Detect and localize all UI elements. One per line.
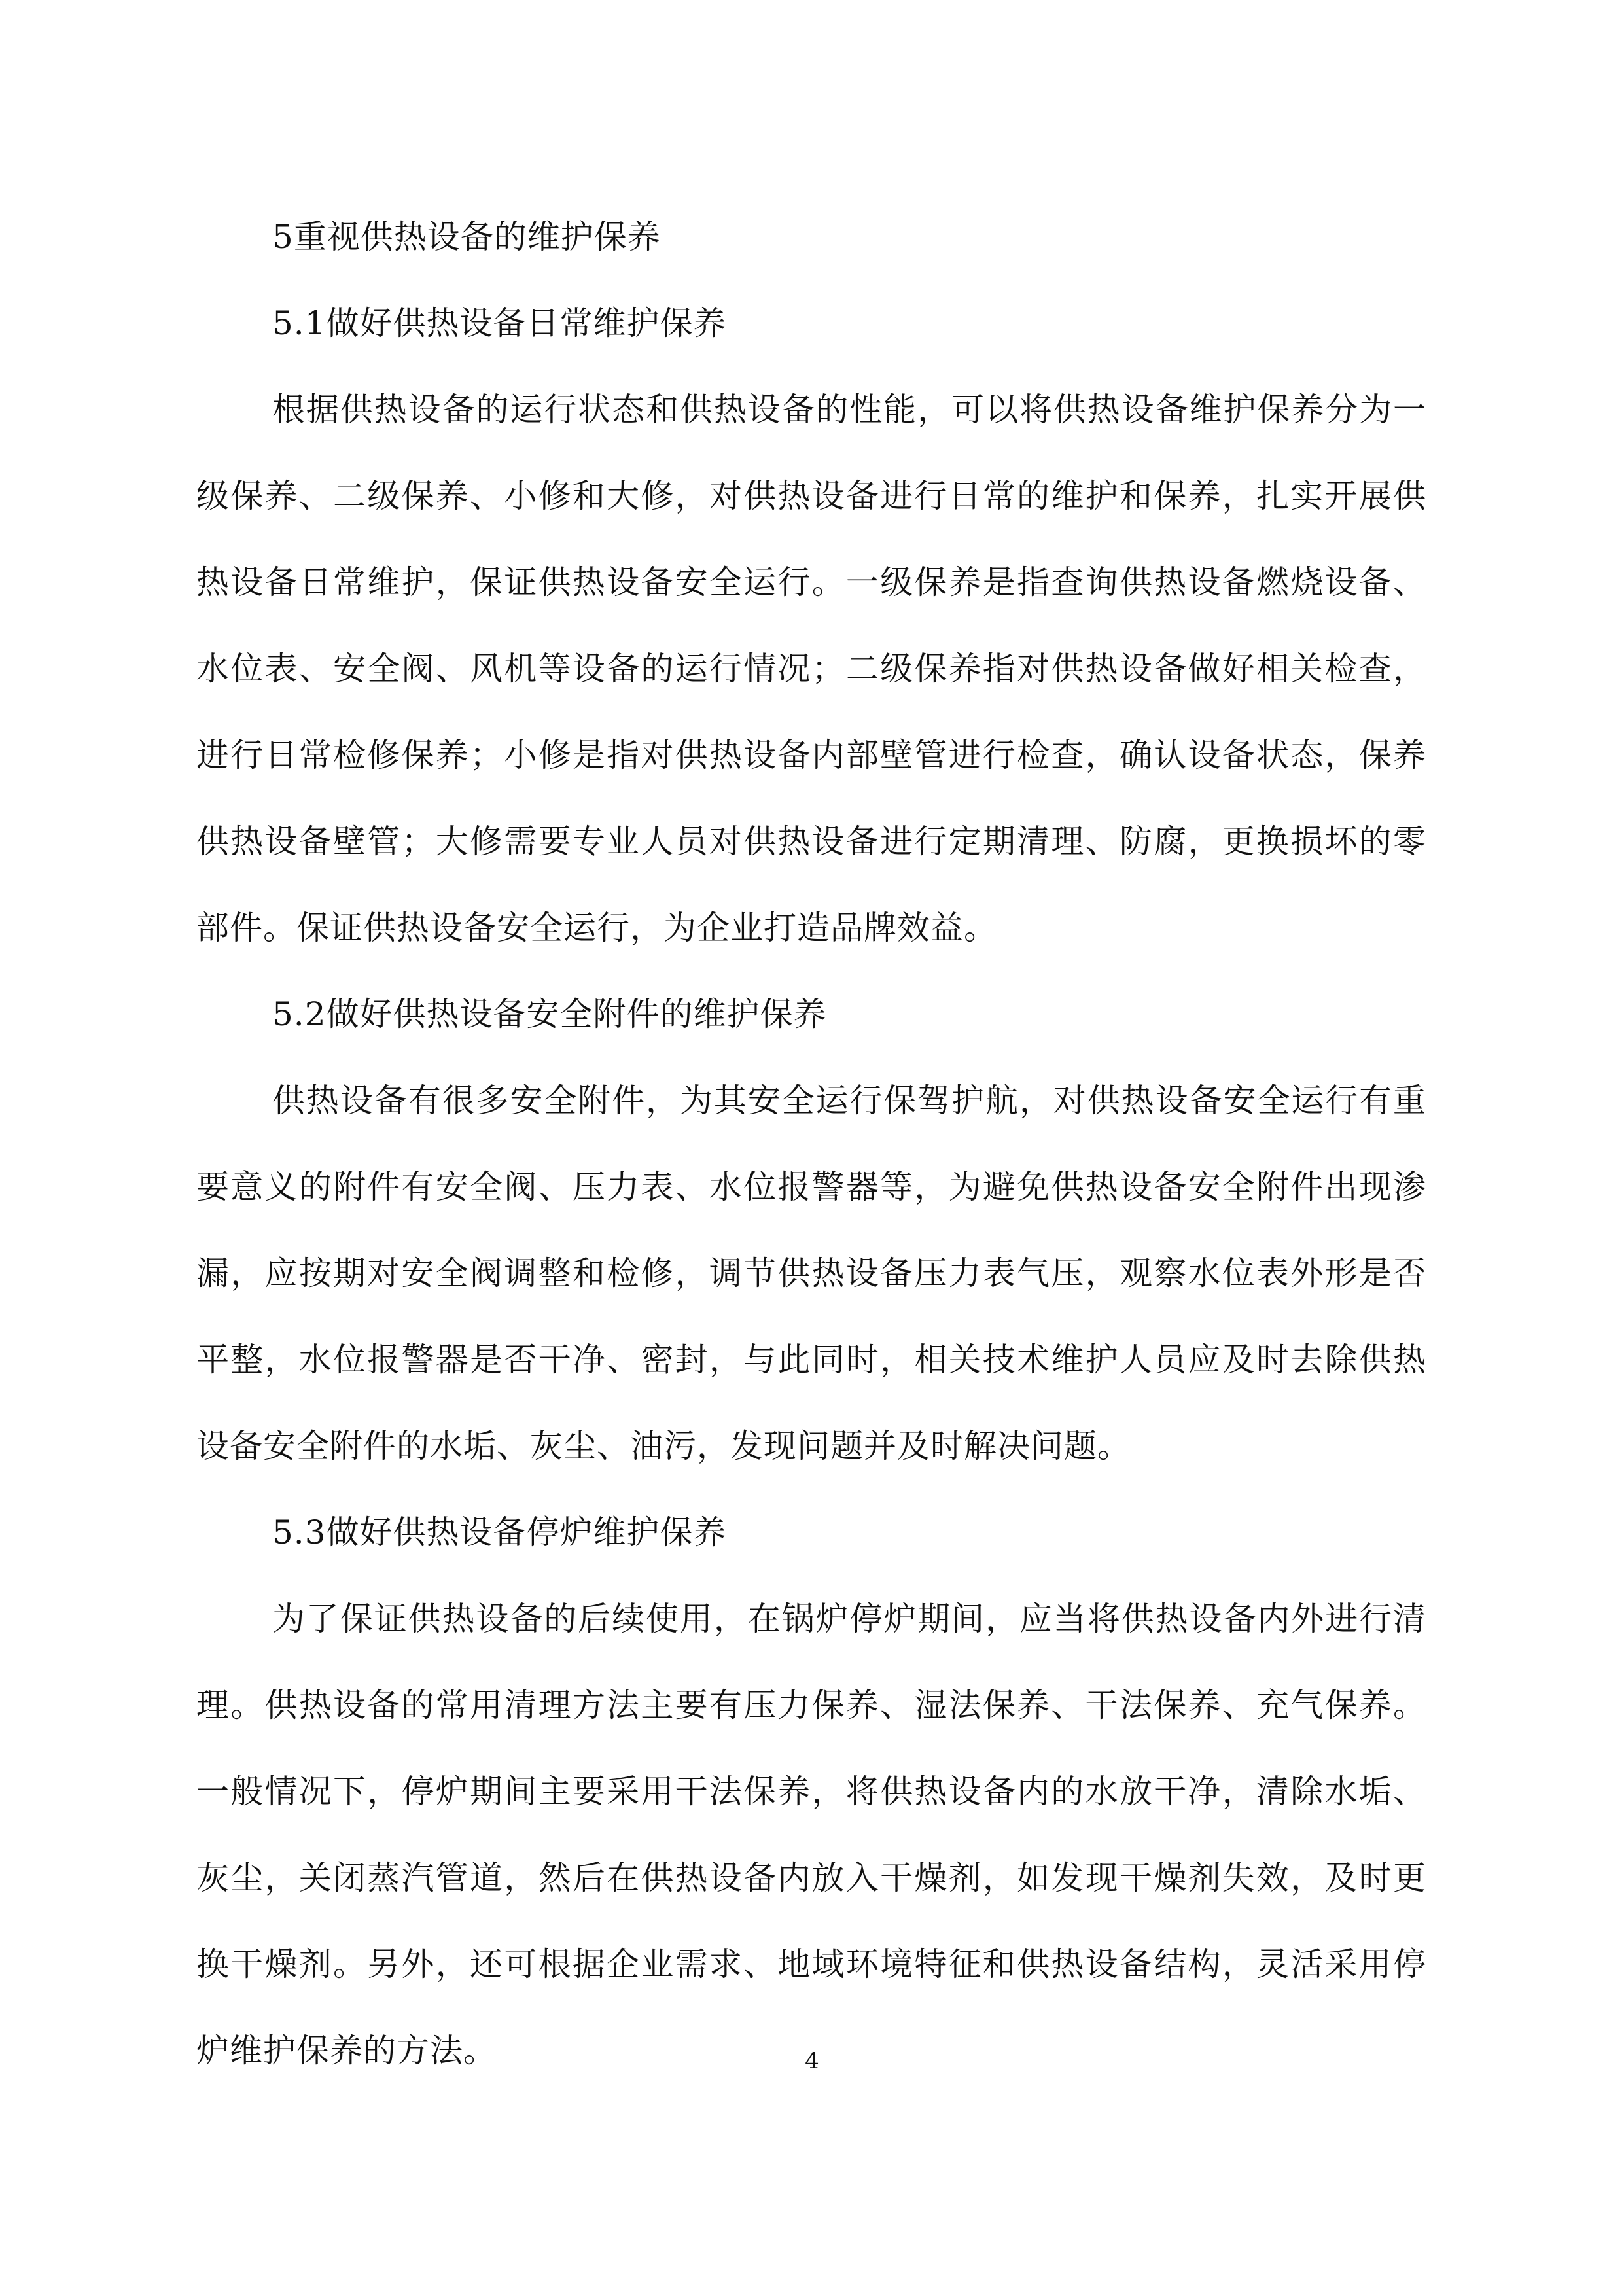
paragraph-5-1: 根据供热设备的运行状态和供热设备的性能，可以将供热设备维护保养分为一级保养、二级保养、小修和大修，对供热设备进行日常的维护和保养，扎实开展供热设备日常维护，保证供热设备安全运行。一级保养是指查询供热设备燃烧设备、水位表、安全阀、风机等设备的运行情况；二级保养指对供热设备做好相关检查，进行日常检修保养；小修是指对供热设备内部壁管进行检查，确认设备状态，保养供热设备壁管；大修需要专业人员对供热设备进行定期清理、防腐，更换损坏的零部件。保证供热设备安全运行，为企业打造品牌效益。 — [196, 391, 1426, 947]
document-body — [196, 194, 1426, 2094]
paragraph-5-2: 供热设备有很多安全附件，为其安全运行保驾护航，对供热设备安全运行有重要意义的附件有安全阀、压力表、水位报警器等，为避免供热设备安全附件出现渗漏，应按期对安全阀调整和检修，调节供热设备压力表气压，观察水位表外形是否平整，水位报警器是否干净、密封，与此同时，相关技术维护人员应及时去除供热设备安全附件的水垢、灰尘、油污，发现问题并及时解决问题。 — [196, 1082, 1426, 1465]
paragraph-5-3: 为了保证供热设备的后续使用，在锅炉停炉期间，应当将供热设备内外进行清理。供热设备的常用清理方法主要有压力保养、湿法保养、干法保养、充气保养。一般情况下，停炉期间主要采用干法保养，将供热设备内的水放干净，清除水垢、灰尘，关闭蒸汽管道，然后在供热设备内放入干燥剂，如发现干燥剂失效，及时更换干燥剂。另外，还可根据企业需求、地域环境特征和供热设备结构，灵活采用停炉维护保养的方法。 — [196, 1600, 1426, 2070]
subsection-heading-5-2: 5.2做好供热设备安全附件的维护保养 — [272, 995, 827, 1033]
subsection-heading-5-1: 5.1做好供热设备日常维护保养 — [272, 304, 727, 342]
page-number: 4 — [805, 2048, 819, 2074]
subsection-heading-5-3: 5.3做好供热设备停炉维护保养 — [272, 1513, 727, 1551]
section-title: 5重视供热设备的维护保养 — [272, 218, 661, 256]
